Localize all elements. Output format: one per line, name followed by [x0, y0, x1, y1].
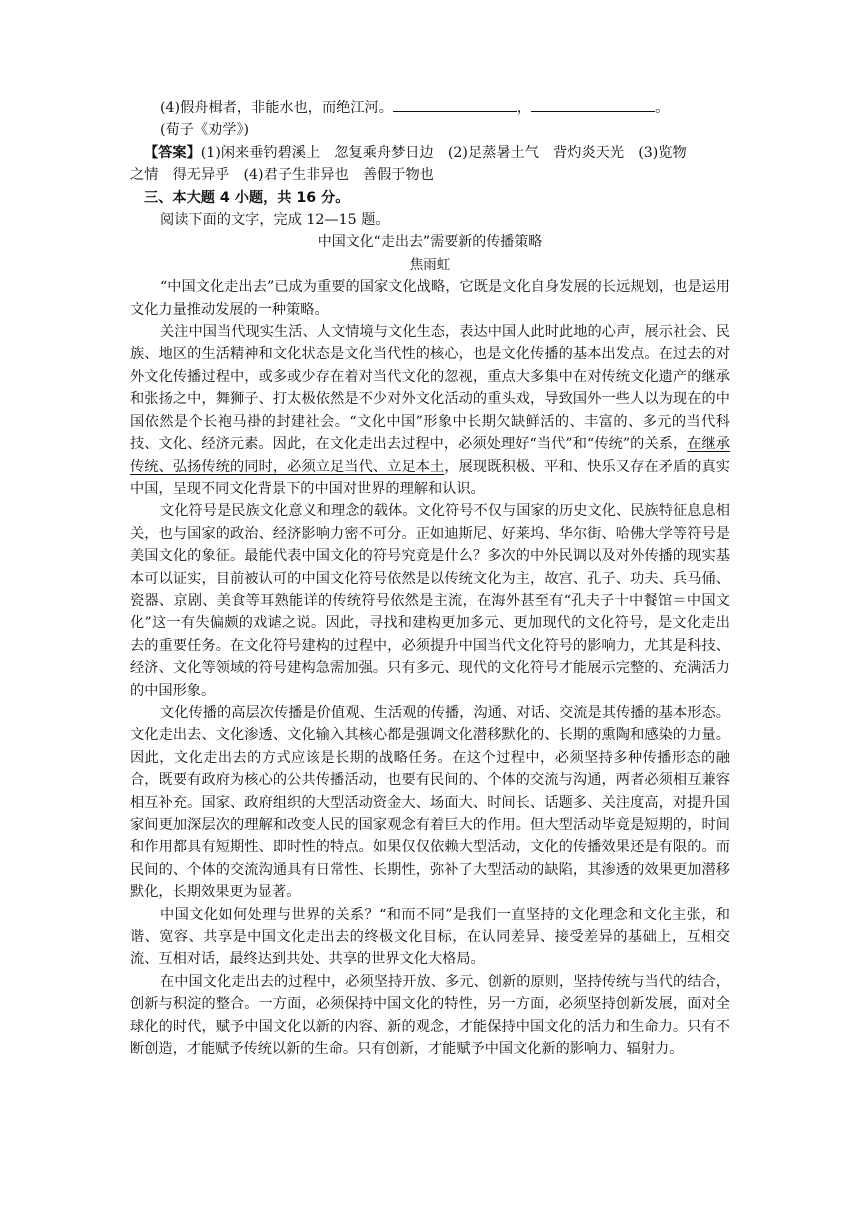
question-4-text: (4)假舟楫者，非能水也，而绝江河。: [160, 100, 393, 116]
answer-label: 【答案】: [144, 144, 201, 161]
question-4-source: (荀子《劝学》): [160, 122, 250, 139]
exam-page: [130, 97, 730, 1060]
article-title: 中国文化“走出去”需要新的传播策略: [317, 234, 543, 251]
section-instruction: 阅读下面的文字，完成 12—15 题。: [160, 212, 390, 229]
answer-line-2: 之情 得无异乎 (4)君子生非异也 善假于物也: [130, 167, 434, 184]
article-author: 焦雨虹: [409, 256, 451, 273]
paragraph-5: 中国文化如何处理与世界的关系？“和而不同”是我们一直坚持的文化理念和文化主张，和谐、宽容、共享是中国文化走出去的终极文化目标，在认同差异、接受差异的基础上，互相交流、互相对话，最终达到共处、共享的世界文化大格局。: [130, 906, 730, 968]
paragraph-1: “中国文化走出去”已成为重要的国家文化战略，它既是文化自身发展的长远规划，也是运用文化力量推动发展的一种策略。: [130, 279, 730, 318]
paragraph-4: 文化传播的高层次传播是价值观、生活观的传播，沟通、对话、交流是其传播的基本形态。文化走出去、文化渗透、文化输入其核心都是强调文化潜移默化的、长期的熏陶和感染的力量。因此，文化走出去的方式应该是长期的战略任务。在这个过程中，必须坚持多种传播形态的融合，既要有政府为核心的公共传播活动，也要有民间的、个体的交流与沟通，两者必须相互兼容相互补充。国家、政府组织的大型活动资金大、场面大、时间长、话题多、关注度高，对提升国家间更加深层次的理解和改变人民的国家观念有着巨大的作用。但大型活动毕竟是短期的，时间和作用都具有短期性、即时性的特点。如果仅仅依赖大型活动，文化的传播效果还是有限的。而民间的、个体的交流沟通具有日常性、长期性，弥补了大型活动的缺陷，其渗透的效果更加潜移默化，长期效果更为显著。: [130, 704, 730, 901]
paragraph-2-text-a: 关注中国当代现实生活、人文情境与文化生态，表达中国人此时此地的心声，展示社会、民族、地区的生活精神和文化状态是文化当代性的核心，也是文化传播的基本出发点。在过去的对外文化传播过程中，或多或少存在着对当代文化的忽视，重点大多集中在对传统文化遗产的继承和张扬之中，舞狮子、打太极依然是不少对外文化活动的重头戏，导致国外一些人以为现在的中国依然是个长袍马褂的封建社会。“文化中国”形象中长期欠缺鲜活的、丰富的、多元的当代科技、文化、经济元素。因此，在文化走出去过程中，必须处理好“当代”和“传统”的关系，: [130, 324, 730, 453]
answer-text-1: (1)闲来垂钓碧溪上 忽复乘舟梦日边 (2)足蒸暑土气 背灼炎天光 (3)览物: [200, 144, 687, 161]
paragraph-6: 在中国文化走出去的过程中，必须坚持开放、多元、创新的原则，坚持传统与当代的结合，创新与积淀的整合。一方面，必须保持中国文化的特性，另一方面，必须坚持创新发展，面对全球化的时代，赋予中国文化以新的内容、新的观念，才能保持中国文化的活力和生命力。只有不断创造，才能赋予传统以新的生命。只有创新，才能赋予中国文化新的影响力、辐射力。: [130, 973, 730, 1058]
answer-line-1: [130, 142, 730, 164]
question-end-mark: 。: [655, 100, 670, 116]
blank-separator: ，: [516, 100, 532, 116]
section-heading: 三、本大题 4 小题，共 16 分。: [144, 189, 350, 206]
question-4: [130, 97, 730, 119]
answer-blank-1[interactable]: [393, 97, 517, 112]
underlined-sentence: 在继承传统、弘扬传统的同时，必须立足当代、立足本土: [130, 436, 730, 475]
paragraph-2-text-b: ，展现既积极、平和、快乐又存在矛盾的真实中国，呈现不同文化背景下的中国对世界的理解和认识。: [130, 458, 730, 497]
answer-blank-2[interactable]: [531, 97, 655, 112]
paragraph-2: [130, 321, 730, 500]
paragraph-3: 文化符号是民族文化意义和理念的载体。文化符号不仅与国家的历史文化、民族特征息息相关，也与国家的政治、经济影响力密不可分。正如迪斯尼、好莱坞、华尔街、哈佛大学等符号是美国文化的象征。最能代表中国文化的符号究竟是什么？多次的中外民调以及对外传播的现实基本可以证实，目前被认可的中国文化符号依然是以传统文化为主，故宫、孔子、功夫、兵马俑、瓷器、京剧、美食等耳熟能详的传统符号依然是主流，在海外甚至有“孔夫子十中餐馆＝中国文化”这一有失偏颇的戏谑之说。因此，寻找和建构更加多元、更加现代的文化符号，是文化走出去的重要任务。在文化符号建构的过程中，必须提升中国当代文化符号的影响力，尤其是科技、经济、文化等领域的符号建构急需加强。只有多元、现代的文化符号才能展示完整的、充满活力的中国形象。: [130, 503, 730, 699]
